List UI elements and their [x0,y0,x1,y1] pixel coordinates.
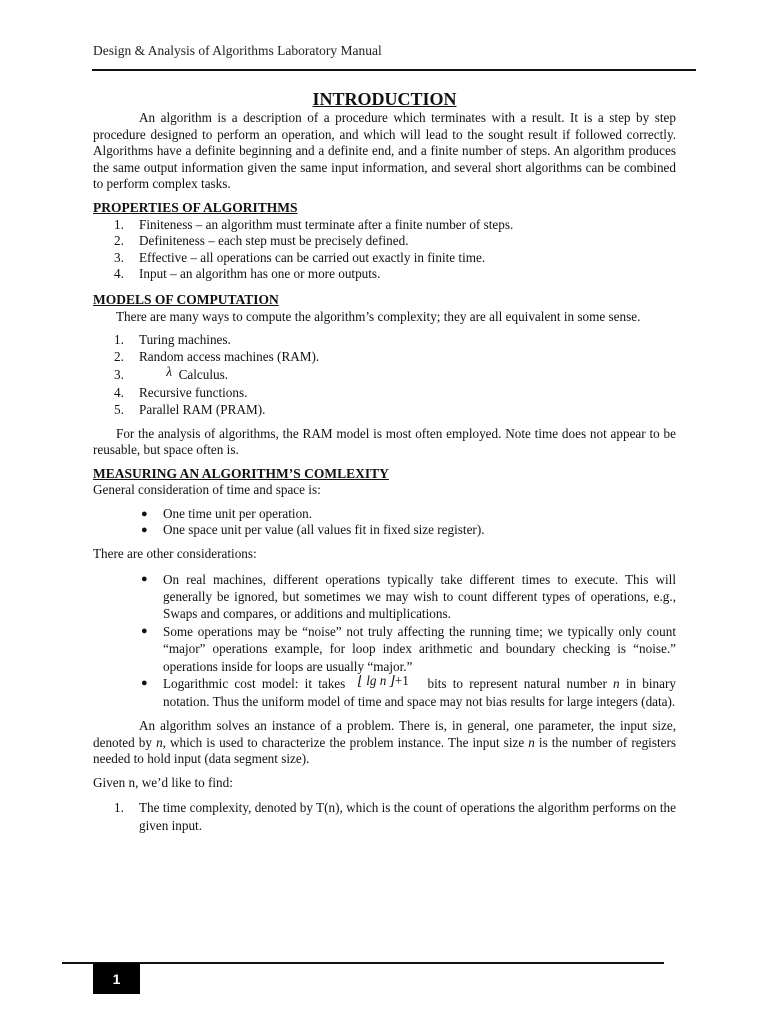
list-item [93,402,676,419]
log-text-after: in binary notation. Thus the uniform model of time and space may not bias results for large integers (data). [163,676,676,709]
general-consideration: General consideration of time and space is: [93,482,321,498]
variable-n: n [156,734,163,750]
list-number: 2. [114,233,124,249]
floor-formula-core: ⌊ lg n ⌋ [357,673,395,689]
given-line: Given n, we’d like to find: [93,774,233,790]
list-text: One time unit per operation. [163,505,313,521]
list-item [93,522,676,539]
list-item [93,506,676,523]
log-text-middle: bits to represent natural number [427,676,607,692]
list-item [93,799,676,835]
footer-rule [62,962,664,964]
list-number: 3. [114,249,124,265]
given-list [93,799,676,835]
list-item [93,385,676,402]
running-header: Design & Analysis of Algorithms Laboratory Manual [93,43,382,58]
variable-n: n [613,676,620,692]
page-content [93,88,676,835]
instance-text-1: An algorithm solves an instance of a problem. There is, in general, one parameter, the input size, denoted by [93,717,676,750]
measuring-heading: MEASURING AN ALGORITHM’S COMLEXITY [93,465,389,481]
list-item [93,365,676,385]
bullet-icon: ● [141,572,148,585]
list-number: 1. [114,800,124,816]
list-text: Definiteness – each step must be precisely defined. [139,233,409,249]
log-text-before: Logarithmic cost model: it takes [163,676,346,692]
list-number: 1. [114,216,124,232]
other-list [93,571,676,710]
header-rule [92,69,696,71]
list-text: Recursive functions. [139,385,248,401]
other-consideration: There are other considerations: [93,546,257,562]
list-item [93,217,676,234]
bullet-icon: ● [141,507,148,520]
list-text: The time complexity, denoted by T(n), which is the count of operations the algorithm performs on the given input. [139,800,676,834]
list-item [93,250,676,267]
general-list [93,506,676,539]
list-text: Input – an algorithm has one or more outputs. [139,266,381,282]
list-text: Some operations may be “noise” not truly affecting the running time; we typically only count “major” operations example, for loop index arithmetic and boundary checking is “noise.” operations inside for loops are usually “major.” [163,623,676,674]
intro-paragraph: An algorithm is a description of a procedure which terminates with a result. It is a step by step procedure designed to perform an operation, and which will lead to the sought result if followed correctly. Algorithms have a definite beginning and a definite end, and a finite number of steps. An algorithm produces the same output information given the same input information, and several short algorithms can be combined to perform complex tasks. [93,110,676,192]
page-number: 1 [93,963,140,994]
list-text: One space unit per value (all values fit in fixed size register). [163,522,485,538]
instance-paragraph [93,718,676,768]
list-item [93,623,676,675]
bullet-icon: ● [141,677,148,690]
models-closing: For the analysis of algorithms, the RAM model is most often employed. Note time does not appear to be reusable, but space often is. [93,425,676,458]
models-paragraph: There are many ways to compute the algorithm’s complexity; they are all equivalent in some sense. [116,308,641,324]
page-title: INTRODUCTION [312,89,457,109]
list-text: Random access machines (RAM). [139,348,320,364]
list-text: Parallel RAM (PRAM). [139,401,266,417]
list-item [93,266,676,283]
list-item [93,571,676,623]
bullet-icon: ● [141,624,148,637]
list-number: 5. [114,401,124,417]
floor-formula [345,672,421,689]
models-list [93,332,676,418]
list-item [93,332,676,349]
properties-heading: PROPERTIES OF ALGORITHMS [93,199,298,215]
list-text: On real machines, different operations typically take different times to execute. This will generally be ignored, but sometimes we may wish to count different types of operations, e.g., Swaps and compares, or additions and multiplications. [163,571,676,622]
list-item [93,349,676,366]
variable-n: n [528,734,535,750]
list-number: 3. [114,367,124,383]
instance-text-3: is the number of registers needed to hold input (data segment size). [93,734,676,767]
list-item [93,233,676,250]
list-text: Finiteness – an algorithm must terminate after a finite number of steps. [139,216,514,232]
models-heading: MODELS OF COMPUTATION [93,291,279,307]
list-item [93,675,676,710]
properties-list [93,217,676,283]
list-text: Calculus. [178,367,229,383]
list-number: 1. [114,332,124,348]
list-number: 4. [114,266,124,282]
instance-text-2: , which is used to characterize the problem instance. The input size [162,734,525,750]
floor-formula-tail: +1 [394,673,409,689]
list-text: Turing machines. [139,332,231,348]
lambda-symbol: λ [166,364,172,380]
bullet-icon: ● [141,524,148,537]
list-number: 4. [114,385,124,401]
list-number: 2. [114,348,124,364]
list-text: Effective – all operations can be carried out exactly in finite time. [139,249,486,265]
